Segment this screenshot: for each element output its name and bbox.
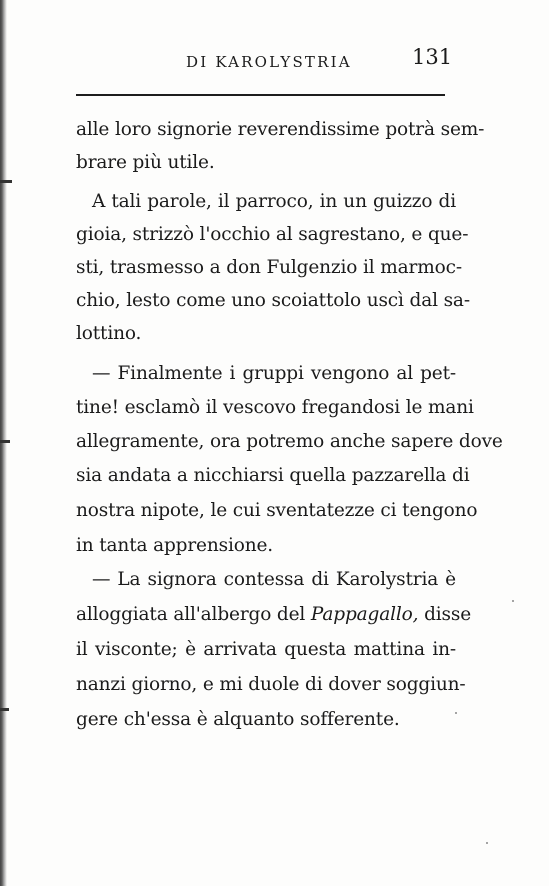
italic-title: Pappagallo,: [310, 604, 419, 625]
text-line: gioia, strizzò l'occhio al sagrestano, e que-: [76, 224, 469, 245]
paper-speck: [512, 600, 514, 602]
text-line: A tali parole, il parroco, in un guizzo di: [92, 191, 456, 212]
header-rule: [76, 94, 445, 96]
text-line: allegramente, ora potremo anche sapere dove: [76, 431, 503, 452]
text-line: il visconte; è arrivata questa mattina in-: [76, 639, 456, 660]
binding-mark: [0, 440, 10, 443]
text-line: gere ch'essa è alquanto sofferente.: [76, 709, 400, 730]
text-line: brare più utile.: [76, 152, 215, 173]
text-line: tine! esclamò il vescovo fregandosi le mani: [76, 397, 474, 418]
text-line: sti, trasmesso a don Fulgenzio il marmoc-: [76, 257, 462, 278]
text-line: — La signora contessa di Karolystria è: [92, 569, 456, 590]
text-segment: alloggiata all'albergo del: [76, 604, 311, 625]
binding-mark: [0, 708, 9, 711]
text-line: alle loro signorie reverendissime potrà sem-: [76, 119, 485, 140]
running-title: DI KAROLYSTRIA: [186, 53, 352, 71]
binding-edge: [0, 0, 7, 886]
paper-speck: [486, 842, 488, 844]
text-line: chio, lesto come uno scoiattolo uscì dal sa-: [76, 290, 470, 311]
binding-mark: [0, 180, 12, 183]
text-line: nanzi giorno, e mi duole di dover soggiun-: [76, 674, 466, 695]
text-line: sia andata a nicchiarsi quella pazzarella di: [76, 465, 470, 486]
text-line: in tanta apprensione.: [76, 535, 273, 556]
paper-speck: [455, 712, 457, 714]
text-line: nostra nipote, le cui sventatezze ci tengono: [76, 500, 478, 521]
text-line: [76, 603, 472, 627]
text-line: — Finalmente i gruppi vengono al pet-: [92, 363, 456, 384]
text-segment: disse: [418, 604, 472, 625]
page-number: 131: [412, 45, 453, 69]
text-line: lottino.: [76, 323, 142, 344]
